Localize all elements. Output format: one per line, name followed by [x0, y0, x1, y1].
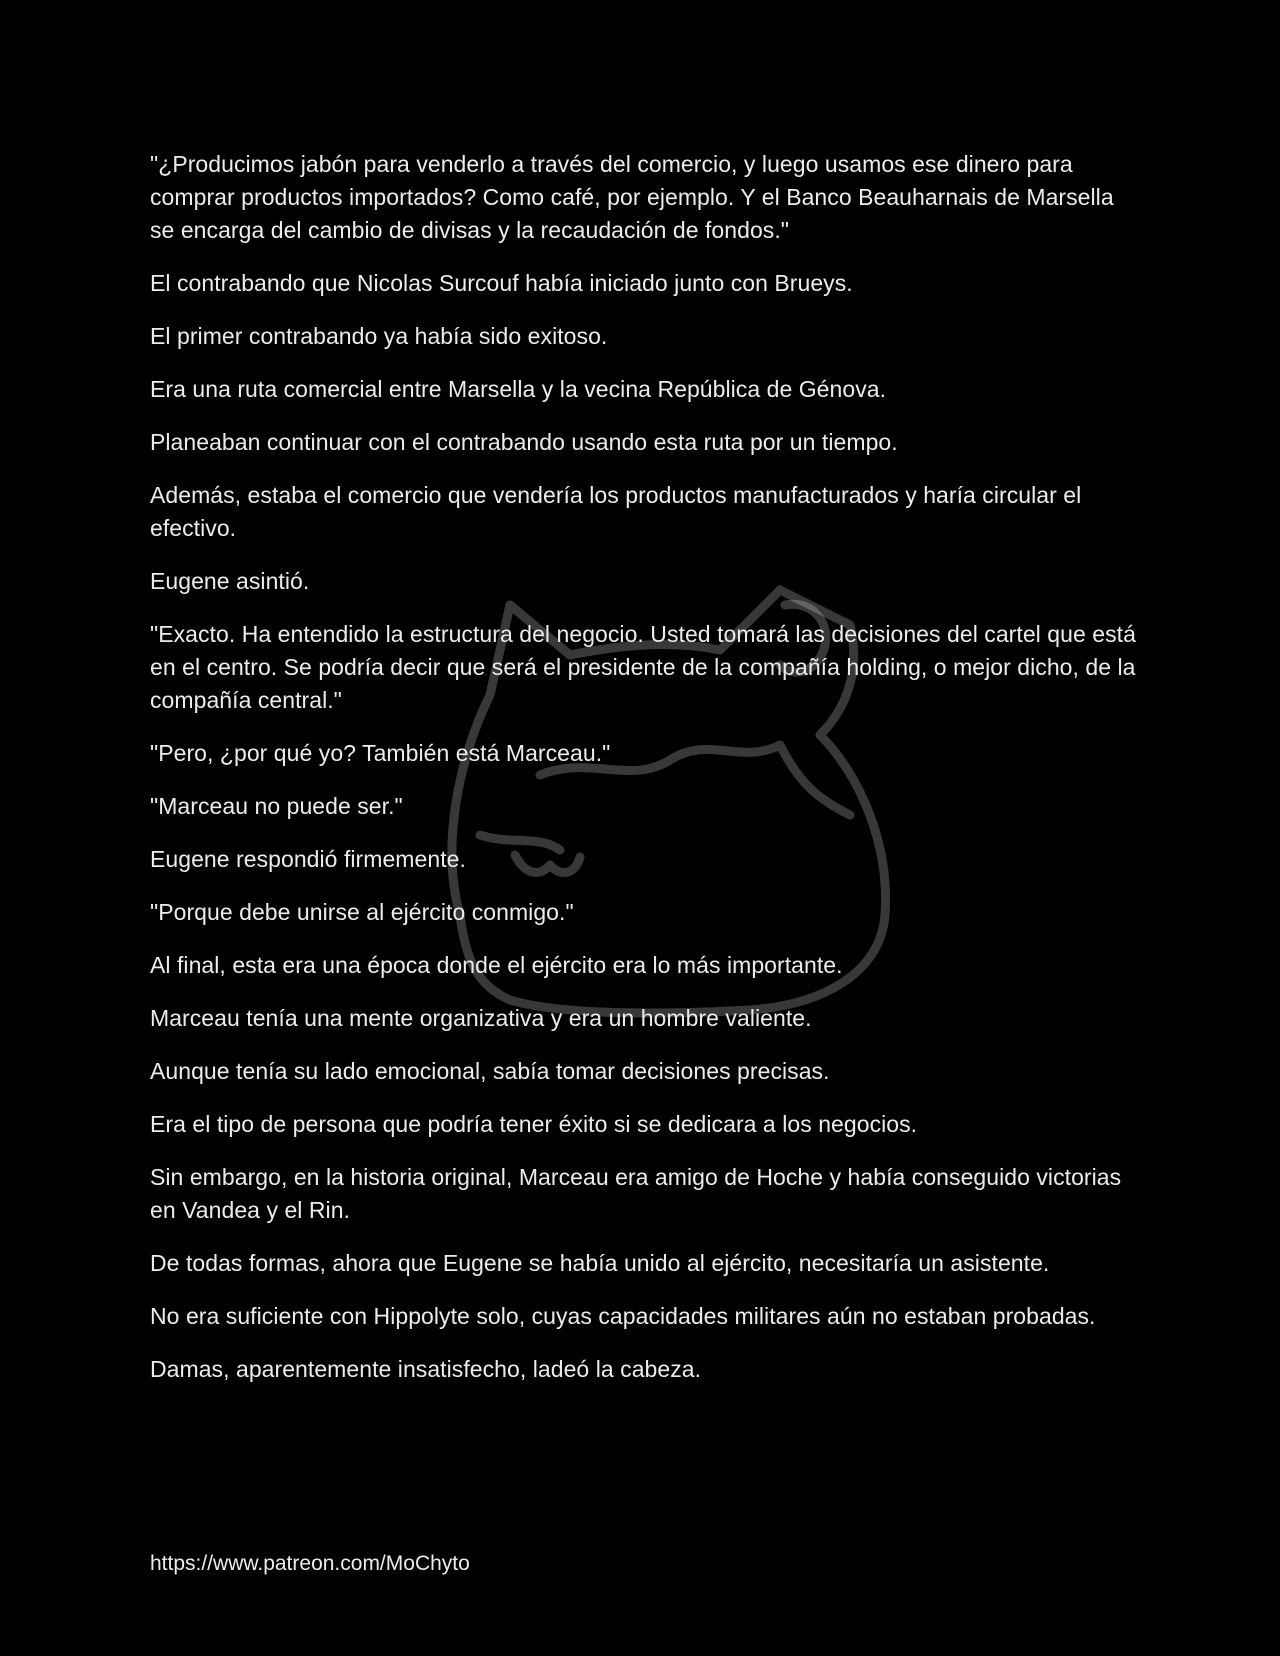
paragraph: "¿Producimos jabón para venderlo a través del comercio, y luego usamos ese dinero para comprar productos importados? Como café, por ejemplo. Y el Banco Beauharnais de Marsella se encarga del cambio de divisas y la recaudación de fondos.": [150, 151, 1114, 243]
paragraph: "Porque debe unirse al ejército conmigo.": [150, 899, 574, 925]
paragraph: Marceau tenía una mente organizativa y era un hombre valiente.: [150, 1005, 812, 1031]
paragraph: Era el tipo de persona que podría tener éxito si se dedicara a los negocios.: [150, 1111, 918, 1137]
paragraph: De todas formas, ahora que Eugene se había unido al ejército, necesitaría un asistente.: [150, 1250, 1050, 1276]
paragraph: Aunque tenía su lado emocional, sabía tomar decisiones precisas.: [150, 1058, 830, 1084]
patreon-link[interactable]: https://www.patreon.com/MoChyto: [150, 1552, 470, 1575]
paragraph: Era una ruta comercial entre Marsella y la vecina República de Génova.: [150, 376, 887, 402]
paragraph: Planeaban continuar con el contrabando usando esta ruta por un tiempo.: [150, 429, 898, 455]
paragraph: Al final, esta era una época donde el ejército era lo más importante.: [150, 952, 843, 978]
paragraph: Eugene asintió.: [150, 568, 310, 594]
paragraph: Además, estaba el comercio que vendería los productos manufacturados y haría circular el efectivo.: [150, 482, 1082, 541]
paragraph: El contrabando que Nicolas Surcouf había iniciado junto con Brueys.: [150, 270, 853, 296]
paragraph: "Pero, ¿por qué yo? También está Marceau.": [150, 740, 611, 766]
paragraph: El primer contrabando ya había sido exitoso.: [150, 323, 608, 349]
paragraph: Sin embargo, en la historia original, Marceau era amigo de Hoche y había conseguido victorias en Vandea y el Rin.: [150, 1164, 1122, 1223]
paragraph: Eugene respondió firmemente.: [150, 846, 466, 872]
chapter-text: [150, 148, 1140, 1406]
paragraph: No era suficiente con Hippolyte solo, cuyas capacidades militares aún no estaban probadas.: [150, 1303, 1096, 1329]
paragraph: Damas, aparentemente insatisfecho, ladeó la cabeza.: [150, 1356, 702, 1382]
paragraph: "Marceau no puede ser.": [150, 793, 403, 819]
paragraph: "Exacto. Ha entendido la estructura del negocio. Usted tomará las decisiones del cartel que está en el centro. Se podría decir que será el presidente de la compañía holding, o mejor dicho, de la compañía central.": [150, 621, 1136, 713]
